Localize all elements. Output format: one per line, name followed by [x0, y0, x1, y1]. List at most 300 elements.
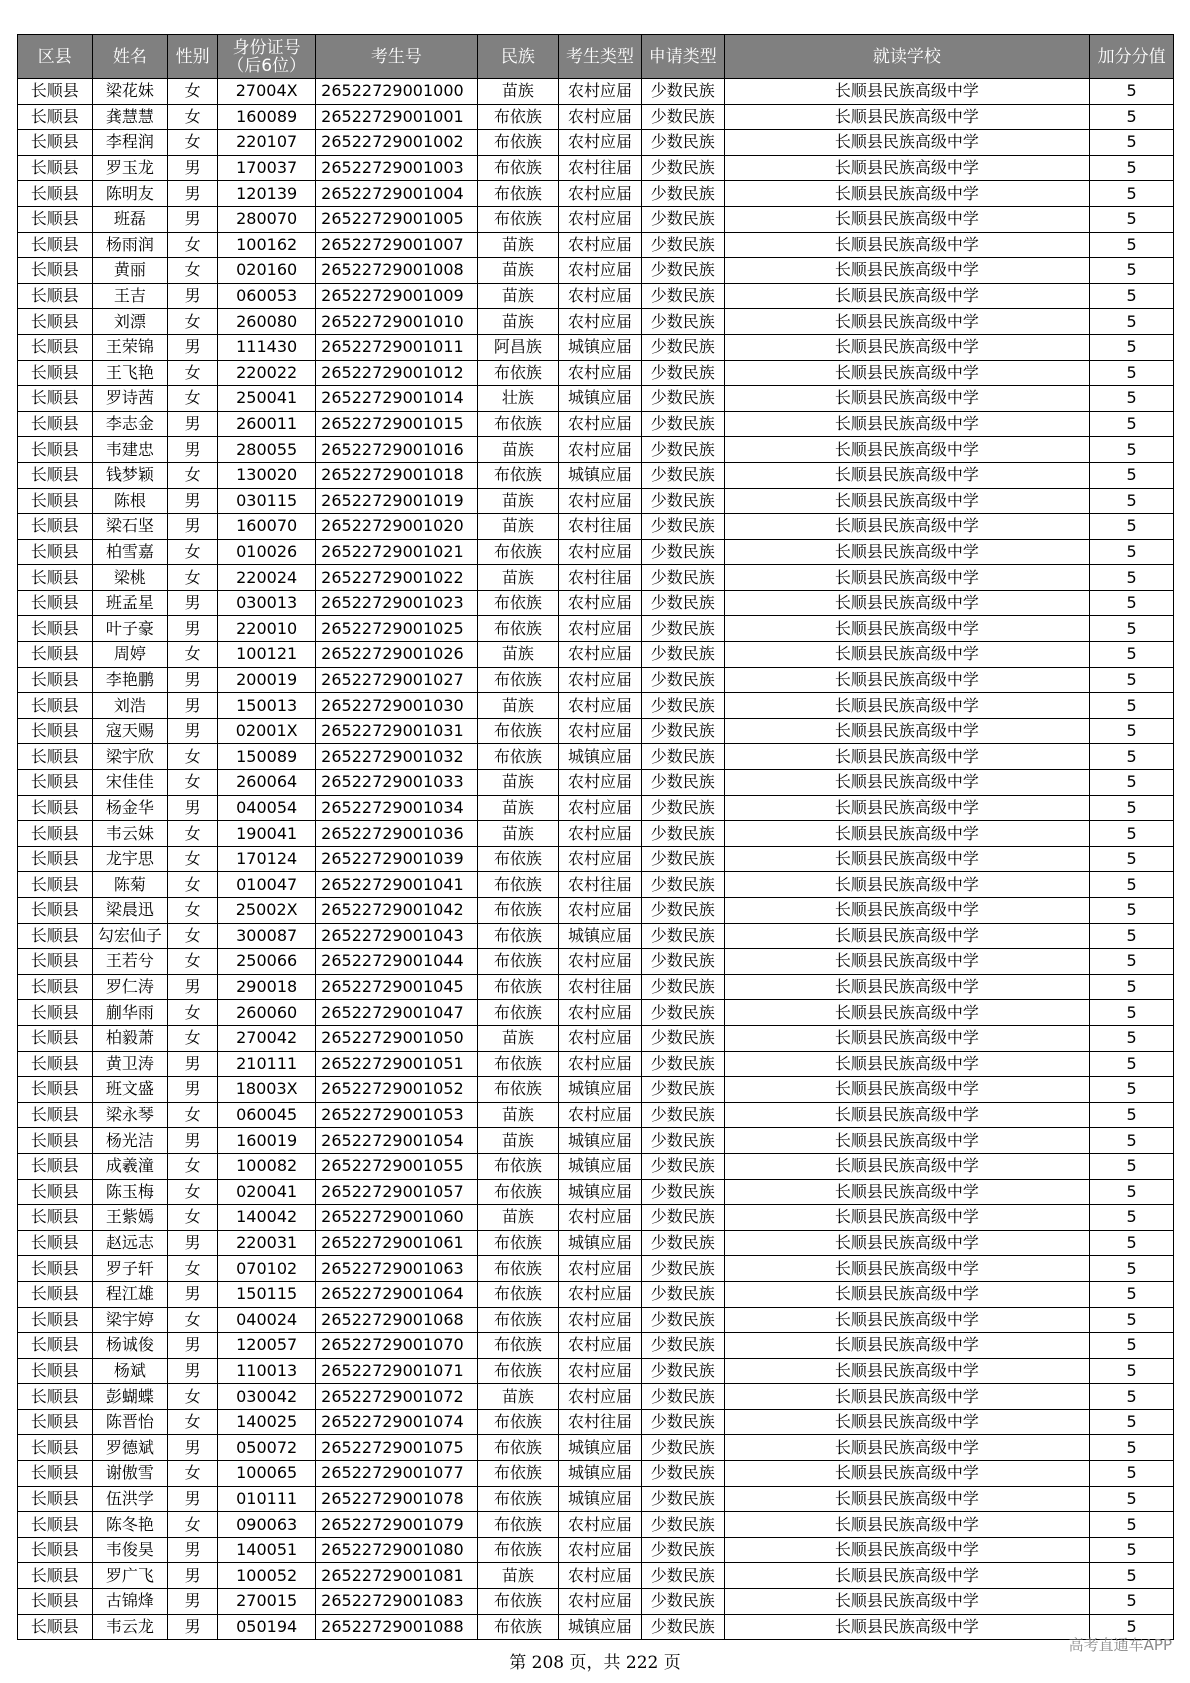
cell-district: 长顺县: [18, 1537, 93, 1563]
cell-name: 王若兮: [92, 949, 168, 975]
cell-gender: 女: [168, 821, 218, 847]
cell-gender: 女: [168, 949, 218, 975]
cell-candidate-type: 农村应届: [559, 949, 642, 975]
cell-bonus-points: 5: [1090, 1384, 1174, 1410]
header-bonus-points: 加分分值: [1090, 35, 1174, 79]
cell-name: 韦俊昊: [92, 1537, 168, 1563]
cell-candidate-type: 农村应届: [559, 1025, 642, 1051]
cell-district: 长顺县: [18, 181, 93, 207]
cell-application-type: 少数民族: [641, 898, 724, 924]
cell-id-last6: 100082: [218, 1153, 316, 1179]
app-watermark-label: 高考直通车APP: [1068, 1636, 1172, 1654]
cell-ethnicity: 布依族: [477, 104, 559, 130]
cell-bonus-points: 5: [1090, 130, 1174, 156]
cell-bonus-points: 5: [1090, 1435, 1174, 1461]
cell-candidate-type: 农村应届: [559, 616, 642, 642]
cell-gender: 女: [168, 130, 218, 156]
cell-bonus-points: 5: [1090, 795, 1174, 821]
cell-bonus-points: 5: [1090, 309, 1174, 335]
cell-gender: 男: [168, 1589, 218, 1615]
cell-district: 长顺县: [18, 1358, 93, 1384]
cell-ethnicity: 苗族: [477, 642, 559, 668]
cell-exam-number: 26522729001083: [316, 1589, 477, 1615]
cell-district: 长顺县: [18, 1230, 93, 1256]
cell-candidate-type: 农村应届: [559, 642, 642, 668]
cell-ethnicity: 苗族: [477, 1384, 559, 1410]
cell-school: 长顺县民族高级中学: [724, 642, 1090, 668]
cell-gender: 女: [168, 539, 218, 565]
cell-district: 长顺县: [18, 411, 93, 437]
cell-candidate-type: 农村应届: [559, 795, 642, 821]
cell-id-last6: 250066: [218, 949, 316, 975]
cell-bonus-points: 5: [1090, 872, 1174, 898]
table-row: [18, 488, 1174, 514]
cell-district: 长顺县: [18, 744, 93, 770]
cell-school: 长顺县民族高级中学: [724, 1153, 1090, 1179]
table-row: [18, 1435, 1174, 1461]
table-row: [18, 1205, 1174, 1231]
cell-gender: 女: [168, 104, 218, 130]
cell-ethnicity: 苗族: [477, 514, 559, 540]
cell-application-type: 少数民族: [641, 693, 724, 719]
cell-school: 长顺县民族高级中学: [724, 258, 1090, 284]
cell-bonus-points: 5: [1090, 79, 1174, 105]
cell-name: 李志金: [92, 411, 168, 437]
cell-candidate-type: 城镇应届: [559, 1230, 642, 1256]
cell-district: 长顺县: [18, 1025, 93, 1051]
cell-candidate-type: 农村应届: [559, 1384, 642, 1410]
cell-candidate-type: 城镇应届: [559, 923, 642, 949]
cell-ethnicity: 布依族: [477, 616, 559, 642]
cell-bonus-points: 5: [1090, 232, 1174, 258]
cell-school: 长顺县民族高级中学: [724, 309, 1090, 335]
cell-exam-number: 26522729001019: [316, 488, 477, 514]
cell-ethnicity: 布依族: [477, 1512, 559, 1538]
cell-candidate-type: 农村应届: [559, 1102, 642, 1128]
cell-bonus-points: 5: [1090, 1153, 1174, 1179]
cell-application-type: 少数民族: [641, 1205, 724, 1231]
cell-candidate-type: 农村往届: [559, 974, 642, 1000]
cell-id-last6: 220022: [218, 360, 316, 386]
cell-exam-number: 26522729001052: [316, 1077, 477, 1103]
cell-school: 长顺县民族高级中学: [724, 1333, 1090, 1359]
cell-id-last6: 150089: [218, 744, 316, 770]
cell-bonus-points: 5: [1090, 1230, 1174, 1256]
cell-gender: 女: [168, 744, 218, 770]
cell-candidate-type: 农村应届: [559, 846, 642, 872]
cell-candidate-type: 农村应届: [559, 1256, 642, 1282]
cell-application-type: 少数民族: [641, 872, 724, 898]
cell-name: 梁宇婷: [92, 1307, 168, 1333]
cell-ethnicity: 布依族: [477, 1486, 559, 1512]
cell-school: 长顺县民族高级中学: [724, 1512, 1090, 1538]
cell-exam-number: 26522729001021: [316, 539, 477, 565]
cell-district: 长顺县: [18, 1128, 93, 1154]
cell-district: 长顺县: [18, 334, 93, 360]
cell-exam-number: 26522729001045: [316, 974, 477, 1000]
cell-application-type: 少数民族: [641, 1358, 724, 1384]
cell-exam-number: 26522729001075: [316, 1435, 477, 1461]
cell-school: 长顺县民族高级中学: [724, 1000, 1090, 1026]
cell-name: 罗玉龙: [92, 155, 168, 181]
cell-district: 长顺县: [18, 821, 93, 847]
cell-ethnicity: 布依族: [477, 898, 559, 924]
cell-bonus-points: 5: [1090, 1589, 1174, 1615]
cell-id-last6: 030013: [218, 590, 316, 616]
cell-gender: 女: [168, 258, 218, 284]
table-row: [18, 334, 1174, 360]
cell-gender: 男: [168, 1281, 218, 1307]
cell-exam-number: 26522729001015: [316, 411, 477, 437]
cell-id-last6: 170037: [218, 155, 316, 181]
cell-ethnicity: 苗族: [477, 693, 559, 719]
cell-ethnicity: 苗族: [477, 821, 559, 847]
cell-id-last6: 040024: [218, 1307, 316, 1333]
cell-candidate-type: 城镇应届: [559, 1486, 642, 1512]
cell-school: 长顺县民族高级中学: [724, 104, 1090, 130]
cell-ethnicity: 布依族: [477, 872, 559, 898]
cell-name: 杨斌: [92, 1358, 168, 1384]
cell-bonus-points: 5: [1090, 590, 1174, 616]
cell-application-type: 少数民族: [641, 1128, 724, 1154]
cell-name: 韦云妹: [92, 821, 168, 847]
cell-bonus-points: 5: [1090, 898, 1174, 924]
cell-gender: 男: [168, 1051, 218, 1077]
cell-bonus-points: 5: [1090, 437, 1174, 463]
cell-application-type: 少数民族: [641, 1384, 724, 1410]
cell-candidate-type: 农村应届: [559, 1358, 642, 1384]
cell-name: 陈根: [92, 488, 168, 514]
cell-exam-number: 26522729001070: [316, 1333, 477, 1359]
header-name: 姓名: [92, 35, 168, 79]
cell-school: 长顺县民族高级中学: [724, 821, 1090, 847]
cell-application-type: 少数民族: [641, 565, 724, 591]
cell-candidate-type: 城镇应届: [559, 1077, 642, 1103]
cell-name: 李程润: [92, 130, 168, 156]
cell-exam-number: 26522729001018: [316, 462, 477, 488]
cell-school: 长顺县民族高级中学: [724, 744, 1090, 770]
table-row: [18, 1409, 1174, 1435]
cell-id-last6: 160070: [218, 514, 316, 540]
cell-ethnicity: 布依族: [477, 360, 559, 386]
cell-ethnicity: 壮族: [477, 386, 559, 412]
cell-bonus-points: 5: [1090, 821, 1174, 847]
cell-candidate-type: 农村应届: [559, 770, 642, 796]
cell-school: 长顺县民族高级中学: [724, 1205, 1090, 1231]
cell-candidate-type: 农村应届: [559, 539, 642, 565]
table-row: [18, 1537, 1174, 1563]
cell-school: 长顺县民族高级中学: [724, 1230, 1090, 1256]
cell-gender: 女: [168, 1179, 218, 1205]
cell-school: 长顺县民族高级中学: [724, 693, 1090, 719]
cell-school: 长顺县民族高级中学: [724, 232, 1090, 258]
cell-bonus-points: 5: [1090, 1025, 1174, 1051]
cell-exam-number: 26522729001041: [316, 872, 477, 898]
cell-name: 韦云龙: [92, 1614, 168, 1640]
cell-id-last6: 160019: [218, 1128, 316, 1154]
cell-name: 梁宇欣: [92, 744, 168, 770]
cell-district: 长顺县: [18, 616, 93, 642]
cell-application-type: 少数民族: [641, 795, 724, 821]
cell-candidate-type: 农村应届: [559, 1537, 642, 1563]
cell-gender: 女: [168, 232, 218, 258]
cell-ethnicity: 布依族: [477, 1153, 559, 1179]
cell-name: 柏毅萧: [92, 1025, 168, 1051]
table-row: [18, 1102, 1174, 1128]
cell-school: 长顺县民族高级中学: [724, 1281, 1090, 1307]
cell-exam-number: 26522729001001: [316, 104, 477, 130]
cell-district: 长顺县: [18, 258, 93, 284]
cell-name: 龚慧慧: [92, 104, 168, 130]
cell-id-last6: 270015: [218, 1589, 316, 1615]
cell-id-last6: 150115: [218, 1281, 316, 1307]
cell-gender: 女: [168, 1409, 218, 1435]
cell-bonus-points: 5: [1090, 642, 1174, 668]
cell-district: 长顺县: [18, 1486, 93, 1512]
header-district: 区县: [18, 35, 93, 79]
cell-name: 梁晨迅: [92, 898, 168, 924]
cell-district: 长顺县: [18, 1435, 93, 1461]
cell-school: 长顺县民族高级中学: [724, 79, 1090, 105]
cell-name: 宋佳佳: [92, 770, 168, 796]
cell-id-last6: 27004X: [218, 79, 316, 105]
cell-id-last6: 140051: [218, 1537, 316, 1563]
cell-id-last6: 02001X: [218, 718, 316, 744]
cell-exam-number: 26522729001063: [316, 1256, 477, 1282]
cell-candidate-type: 农村往届: [559, 872, 642, 898]
cell-id-last6: 270042: [218, 1025, 316, 1051]
cell-gender: 男: [168, 667, 218, 693]
cell-school: 长顺县民族高级中学: [724, 514, 1090, 540]
cell-school: 长顺县民族高级中学: [724, 206, 1090, 232]
cell-application-type: 少数民族: [641, 309, 724, 335]
cell-district: 长顺县: [18, 1461, 93, 1487]
cell-ethnicity: 苗族: [477, 1563, 559, 1589]
table-row: [18, 642, 1174, 668]
cell-ethnicity: 苗族: [477, 437, 559, 463]
cell-school: 长顺县民族高级中学: [724, 1435, 1090, 1461]
cell-district: 长顺县: [18, 539, 93, 565]
cell-ethnicity: 布依族: [477, 539, 559, 565]
cell-district: 长顺县: [18, 283, 93, 309]
table-row: [18, 1358, 1174, 1384]
cell-gender: 男: [168, 283, 218, 309]
cell-exam-number: 26522729001080: [316, 1537, 477, 1563]
cell-bonus-points: 5: [1090, 1128, 1174, 1154]
cell-application-type: 少数民族: [641, 462, 724, 488]
cell-id-last6: 100121: [218, 642, 316, 668]
table-row: [18, 1461, 1174, 1487]
cell-application-type: 少数民族: [641, 1025, 724, 1051]
cell-id-last6: 010026: [218, 539, 316, 565]
cell-application-type: 少数民族: [641, 1614, 724, 1640]
cell-bonus-points: 5: [1090, 1205, 1174, 1231]
cell-application-type: 少数民族: [641, 667, 724, 693]
cell-application-type: 少数民族: [641, 1153, 724, 1179]
cell-name: 蒯华雨: [92, 1000, 168, 1026]
cell-bonus-points: 5: [1090, 1077, 1174, 1103]
cell-exam-number: 26522729001088: [316, 1614, 477, 1640]
cell-district: 长顺县: [18, 846, 93, 872]
cell-bonus-points: 5: [1090, 770, 1174, 796]
cell-application-type: 少数民族: [641, 386, 724, 412]
cell-name: 杨雨润: [92, 232, 168, 258]
cell-district: 长顺县: [18, 232, 93, 258]
cell-school: 长顺县民族高级中学: [724, 590, 1090, 616]
cell-name: 周婷: [92, 642, 168, 668]
cell-candidate-type: 农村应届: [559, 667, 642, 693]
cell-id-last6: 090063: [218, 1512, 316, 1538]
cell-candidate-type: 农村应届: [559, 283, 642, 309]
cell-bonus-points: 5: [1090, 1409, 1174, 1435]
cell-name: 罗德斌: [92, 1435, 168, 1461]
cell-name: 罗广飞: [92, 1563, 168, 1589]
table-row: [18, 744, 1174, 770]
cell-id-last6: 280055: [218, 437, 316, 463]
cell-gender: 男: [168, 1435, 218, 1461]
cell-bonus-points: 5: [1090, 488, 1174, 514]
cell-exam-number: 26522729001005: [316, 206, 477, 232]
cell-exam-number: 26522729001064: [316, 1281, 477, 1307]
cell-bonus-points: 5: [1090, 744, 1174, 770]
table-row: [18, 923, 1174, 949]
cell-application-type: 少数民族: [641, 846, 724, 872]
cell-ethnicity: 布依族: [477, 1179, 559, 1205]
cell-gender: 男: [168, 206, 218, 232]
cell-gender: 女: [168, 872, 218, 898]
cell-exam-number: 26522729001030: [316, 693, 477, 719]
cell-name: 成羲潼: [92, 1153, 168, 1179]
cell-bonus-points: 5: [1090, 411, 1174, 437]
cell-application-type: 少数民族: [641, 590, 724, 616]
cell-bonus-points: 5: [1090, 155, 1174, 181]
cell-exam-number: 26522729001022: [316, 565, 477, 591]
table-row: [18, 309, 1174, 335]
cell-candidate-type: 农村应届: [559, 1589, 642, 1615]
cell-ethnicity: 布依族: [477, 949, 559, 975]
cell-bonus-points: 5: [1090, 462, 1174, 488]
cell-exam-number: 26522729001077: [316, 1461, 477, 1487]
cell-ethnicity: 布依族: [477, 1614, 559, 1640]
table-row: [18, 590, 1174, 616]
cell-id-last6: 040054: [218, 795, 316, 821]
cell-application-type: 少数民族: [641, 1051, 724, 1077]
cell-school: 长顺县民族高级中学: [724, 130, 1090, 156]
cell-application-type: 少数民族: [641, 770, 724, 796]
cell-district: 长顺县: [18, 923, 93, 949]
header-row: [18, 35, 1174, 79]
cell-gender: 女: [168, 360, 218, 386]
cell-id-last6: 111430: [218, 334, 316, 360]
table-row: [18, 846, 1174, 872]
cell-candidate-type: 农村应届: [559, 437, 642, 463]
cell-application-type: 少数民族: [641, 488, 724, 514]
cell-district: 长顺县: [18, 718, 93, 744]
cell-id-last6: 020160: [218, 258, 316, 284]
cell-name: 杨金华: [92, 795, 168, 821]
cell-name: 陈明友: [92, 181, 168, 207]
table-row: [18, 565, 1174, 591]
cell-district: 长顺县: [18, 974, 93, 1000]
table-row: [18, 232, 1174, 258]
cell-school: 长顺县民族高级中学: [724, 1307, 1090, 1333]
cell-exam-number: 26522729001051: [316, 1051, 477, 1077]
cell-school: 长顺县民族高级中学: [724, 565, 1090, 591]
cell-gender: 女: [168, 770, 218, 796]
header-ethnicity: 民族: [477, 35, 559, 79]
cell-candidate-type: 农村应届: [559, 1307, 642, 1333]
cell-school: 长顺县民族高级中学: [724, 462, 1090, 488]
cell-gender: 女: [168, 1384, 218, 1410]
cell-id-last6: 290018: [218, 974, 316, 1000]
cell-bonus-points: 5: [1090, 1256, 1174, 1282]
cell-id-last6: 250041: [218, 386, 316, 412]
cell-school: 长顺县民族高级中学: [724, 1179, 1090, 1205]
cell-name: 陈菊: [92, 872, 168, 898]
cell-exam-number: 26522729001004: [316, 181, 477, 207]
cell-ethnicity: 布依族: [477, 1307, 559, 1333]
cell-district: 长顺县: [18, 1333, 93, 1359]
cell-name: 伍洪学: [92, 1486, 168, 1512]
table-row: [18, 437, 1174, 463]
cell-candidate-type: 农村应届: [559, 821, 642, 847]
cell-exam-number: 26522729001025: [316, 616, 477, 642]
cell-exam-number: 26522729001057: [316, 1179, 477, 1205]
cell-gender: 男: [168, 974, 218, 1000]
header-school: 就读学校: [724, 35, 1090, 79]
cell-application-type: 少数民族: [641, 923, 724, 949]
cell-id-last6: 260060: [218, 1000, 316, 1026]
cell-school: 长顺县民族高级中学: [724, 437, 1090, 463]
cell-application-type: 少数民族: [641, 1077, 724, 1103]
cell-name: 王荣锦: [92, 334, 168, 360]
cell-school: 长顺县民族高级中学: [724, 386, 1090, 412]
cell-bonus-points: 5: [1090, 258, 1174, 284]
cell-name: 班磊: [92, 206, 168, 232]
header-id-last6: 身份证号 （后6位）: [218, 35, 316, 79]
cell-application-type: 少数民族: [641, 258, 724, 284]
cell-bonus-points: 5: [1090, 1563, 1174, 1589]
cell-bonus-points: 5: [1090, 539, 1174, 565]
cell-application-type: 少数民族: [641, 1000, 724, 1026]
cell-candidate-type: 农村应届: [559, 1563, 642, 1589]
cell-name: 谢傲雪: [92, 1461, 168, 1487]
cell-application-type: 少数民族: [641, 616, 724, 642]
cell-name: 程江雄: [92, 1281, 168, 1307]
cell-ethnicity: 苗族: [477, 565, 559, 591]
cell-district: 长顺县: [18, 642, 93, 668]
cell-gender: 男: [168, 334, 218, 360]
cell-name: 黄丽: [92, 258, 168, 284]
cell-district: 长顺县: [18, 488, 93, 514]
table-row: [18, 462, 1174, 488]
table-body: [18, 79, 1174, 1640]
cell-exam-number: 26522729001023: [316, 590, 477, 616]
cell-school: 长顺县民族高级中学: [724, 360, 1090, 386]
cell-bonus-points: 5: [1090, 693, 1174, 719]
cell-school: 长顺县民族高级中学: [724, 770, 1090, 796]
cell-ethnicity: 苗族: [477, 1128, 559, 1154]
cell-gender: 男: [168, 437, 218, 463]
table-row: [18, 616, 1174, 642]
cell-id-last6: 190041: [218, 821, 316, 847]
cell-district: 长顺县: [18, 155, 93, 181]
cell-gender: 男: [168, 1614, 218, 1640]
cell-ethnicity: 布依族: [477, 1435, 559, 1461]
cell-ethnicity: 布依族: [477, 1077, 559, 1103]
cell-application-type: 少数民族: [641, 1435, 724, 1461]
cell-application-type: 少数民族: [641, 744, 724, 770]
